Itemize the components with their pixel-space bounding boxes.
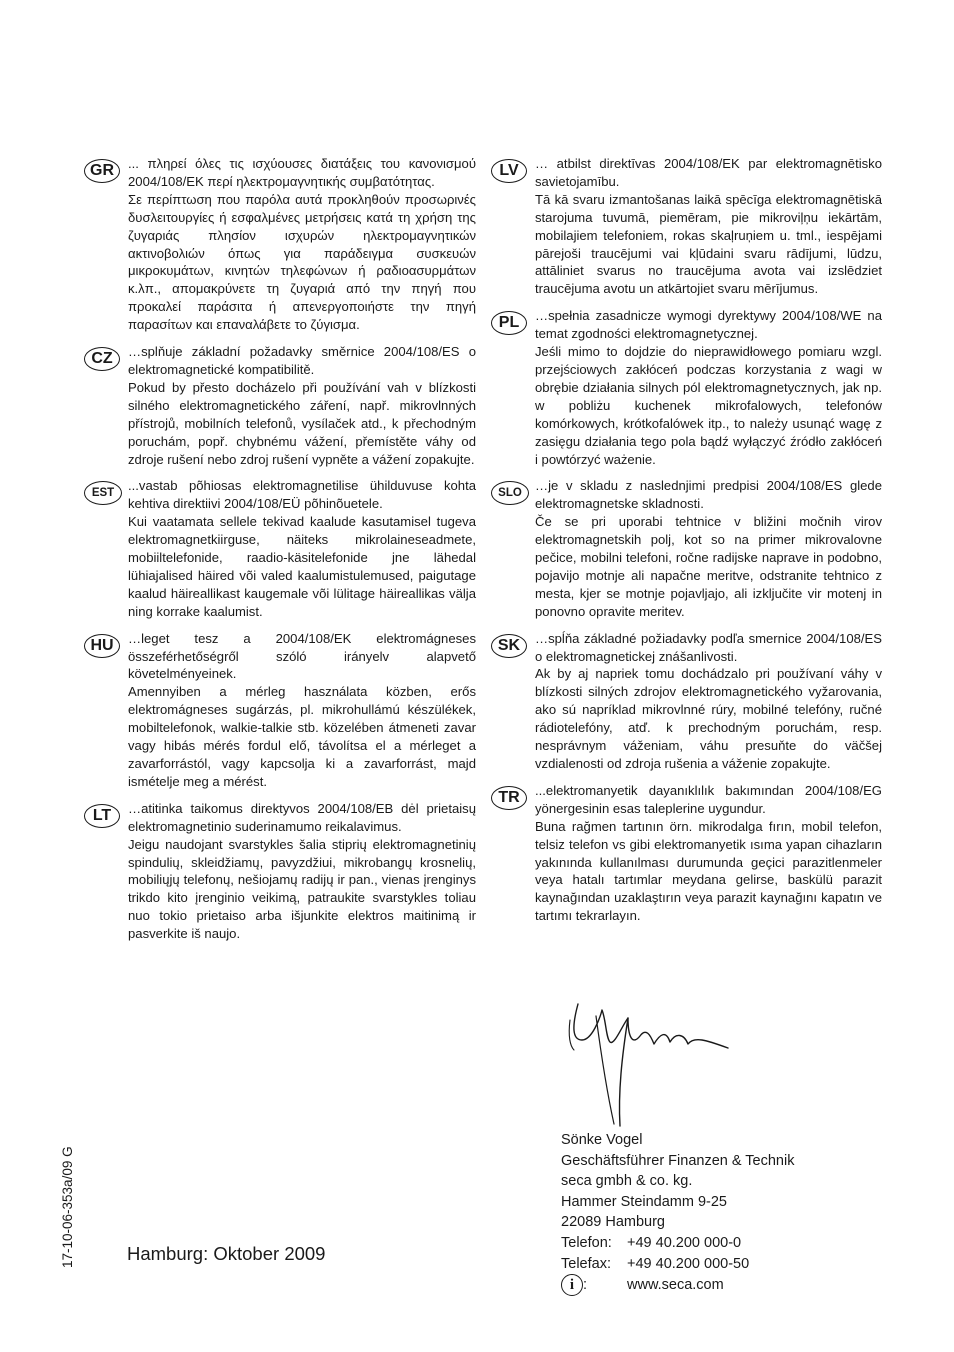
fax-label: Telefax: xyxy=(561,1255,611,1272)
country-badge-tr: TR xyxy=(491,786,527,810)
conformity-statement: …spełnia zasadnicze wymogi dyrektywy 2004/108/WE na temat zgodności elektromagnetycznej. xyxy=(535,308,882,342)
company-name: seca gmbh & co. kg. xyxy=(561,1173,693,1190)
interference-notice: Ak by aj napriek tomu dochádzalo pri používaní váhy v blízkosti silných zdrojov elektromagnetického vyžarovania, ako sú napríklad mikrovlnné rúry, mobilné telefóny, ručné rádiotelefóny, atď. k prechodným poruchám, resp. nesprávnym váženiam, váhu presuňte do väčšej vzdialenosti od zdroja rušenia a váženie zopakujte. xyxy=(535,666,882,771)
conformity-statement: …spĺňa základné požiadavky podľa smernice 2004/108/ES o elektromagnetickej znášanlivosti. xyxy=(535,630,882,664)
interference-notice: Tā kā svaru izmantošanas laikā spēcīga elektromagnētiskā starojuma tuvumā, piemēram, pie mikroviļņu iekārtām, mobilajiem telefoniem, rokas skaļruņiem u. tml., iespējami pārejoši traucējumi vai kļūdaini svaru rādījumi, lūdzu, attāliniet svarus no traucējuma avota vai izslēdziet traucējuma avotu un atkārtojiet svaru mērījumus. xyxy=(535,191,882,297)
conformity-statement: …splňuje základní požadavky směrnice 2004/108/ES o elektromagnetické kompatibilitě. xyxy=(128,344,476,377)
country-badge-est: EST xyxy=(84,481,122,505)
street-address: Hammer Steindamm 9-25 xyxy=(561,1193,727,1210)
document-number: 17-10-06-353a/09 G xyxy=(60,1146,75,1268)
phone-row xyxy=(561,1233,794,1254)
phone-number: +49 40.200 000-0 xyxy=(627,1234,742,1251)
web-label xyxy=(561,1274,627,1296)
conformity-statement: …je v skladu z naslednjimi predpisi 2004/108/ES glede elektromagnetske skladnosti. xyxy=(535,478,882,512)
country-badge-lt: LT xyxy=(84,804,120,828)
signer-address-block xyxy=(561,1130,794,1296)
info-icon: i xyxy=(561,1274,583,1296)
declaration-section-hu xyxy=(84,630,476,791)
interference-notice: Buna rağmen tartının örn. mikrodalga fırın, mobil telefon, telsiz telefon vs gibi elektromanyetik ısıma yapan cihazların yakınında kullanılması durumunda geçici parazitlenmeler veya hatalı tartımlar meydana gelirse, baskülü parazit kaynağından uzaklaştırın veya parazit kaynağını kapatın ve tartımı tekrarlayın. xyxy=(535,818,882,924)
interference-notice: Kui vaatamata sellele tekivad kaalude kasutamisel tugeva elektromagnetkiirguse, näiteks mikrolaineseadmete, mobiiltelefonide, raadio-käsitelefonide jne lähedal lühiajalised häired või valed kaalumistulemused, paigutage kaalud häireallikast kaugemale või lülitage häireallikas välja ning korrake kaalumist. xyxy=(128,514,476,619)
declaration-section-lt xyxy=(84,800,476,943)
left-column xyxy=(84,155,476,952)
country-badge-sk: SK xyxy=(491,634,527,658)
fax-number: +49 40.200 000-50 xyxy=(627,1255,750,1272)
interference-notice: Če se pri uporabi tehtnice v bližini močnih virov elektromagnetskih polj, kot so na primer mikrovalovne pečice, mobilni telefoni, ročne radijske naprave in podobno, pojavijo motnje ali napačne meritve, odstranite tehtnico z mesta, kjer se motnje pojavljajo, ali izključite vir motenj in ponovno opravite meritev. xyxy=(535,514,882,619)
country-badge-cz: CZ xyxy=(84,347,120,371)
declaration-section-tr xyxy=(491,782,882,925)
conformity-statement: … atbilst direktīvas 2004/108/EK par elektromagnētisko savietojamību. xyxy=(535,156,882,189)
signature xyxy=(566,996,730,1128)
phone-label: Telefon: xyxy=(561,1234,612,1251)
country-badge-hu: HU xyxy=(84,634,120,658)
declaration-section-slo xyxy=(491,477,882,620)
conformity-statement: …atitinka taikomus direktyvos 2004/108/EB dėl prietaisų elektromagnetinio suderinamumo reikalavimus. xyxy=(128,800,476,834)
declaration-section-lv xyxy=(491,155,882,298)
declaration-section-est xyxy=(84,477,476,620)
web-row xyxy=(561,1274,794,1296)
signer-name: Sönke Vogel xyxy=(561,1132,643,1148)
conformity-statement: ...vastab põhiosas elektromagnetilise ühilduvuse kohta kehtiva direktiivi 2004/108/EÜ põhinõuetele. xyxy=(128,478,476,512)
website-link[interactable]: www.seca.com xyxy=(627,1276,724,1293)
declaration-section-sk xyxy=(491,630,882,773)
interference-notice: Amennyiben a mérleg használata közben, erős elektromágneses sugárzás, pl. mikrohullámú készülékek, mobiltelefonok, walkie-talkie stb. közelében átmeneti zavar vagy hibás mérés fordul elő, távolítsa el a mérleget a zavarforrástól, vagy kapcsolja ki a zavarforrást, majd ismételje meg a mérést. xyxy=(128,684,476,789)
interference-notice: Pokud by přesto docházelo při používání vah v blízkosti silného elektromagnetického záření, např. mikrovlnných přístrojů, mobilních telefonů, vysílaček atd., k přechodným poruchám, popř. chybnému vážení, přemístěte váhy od zdroje rušení nebo zdroj rušení vypněte a vážení zopakujte. xyxy=(128,379,476,467)
conformity-statement: …leget tesz a 2004/108/EK elektromágneses összeférhetőségről szóló irányelv alapvető követelményeinek. xyxy=(128,630,476,682)
country-badge-gr: GR xyxy=(84,159,120,183)
country-badge-pl: PL xyxy=(491,311,527,335)
interference-notice: Jeigu naudojant svarstykles šalia stiprių elektromagnetinių spindulių, skleidžiamų, pavyzdžiui, mikrobangų krosnelių, mobiliųjų telefonų, nešiojamų radijų ir pan., vienas įrenginys trikdo kito įrenginio veikimą, patraukite svarstykles toliau nuo tokio prietaiso arba išjunkite elektros maitinimą ir pasverkite iš naujo. xyxy=(128,836,476,942)
city-address: 22089 Hamburg xyxy=(561,1214,665,1231)
interference-notice: Σε περίπτωση που παρόλα αυτά προκληθούν προσωρινές δυσλειτουργίες ή εσφαλμένες μετρήσεις κατά τη χρήση της ζυγαριάς πλησίον ισχυρών ηλεκτρομαγνητικών ακτινοβολιών όπως για παράδειγμα συσκευών μικροκυμάτων, κινητών τηλεφώνων ή ραδιοασυρμάτων κ.λπ., απομακρύνετε τη ζυγαριά από την πηγή που προκαλεί παράσιτα ή απενεργοποιήστε την πηγή παρασίτων και επαναλάβετε το ζύγισμα. xyxy=(128,191,476,333)
declaration-section-pl xyxy=(491,307,882,468)
declaration-section-cz xyxy=(84,343,476,468)
country-badge-lv: LV xyxy=(491,159,527,183)
declaration-section-gr xyxy=(84,155,476,334)
web-separator: : xyxy=(583,1276,588,1293)
country-badge-slo: SLO xyxy=(491,481,529,505)
fax-row xyxy=(561,1254,794,1275)
place-date: Hamburg: Oktober 2009 xyxy=(127,1243,326,1264)
signer-title: Geschäftsführer Finanzen & Technik xyxy=(561,1152,795,1169)
conformity-statement: ... πληρεί όλες τις ισχύουσες διατάξεις του κανονισμού 2004/108/ΕΚ περί ηλεκτρομαγνητικής συμβατότητας. xyxy=(128,156,476,189)
conformity-statement: ...elektromanyetik dayanıklılık bakımından 2004/108/EG yönergesinin esas taleplerine uygundur. xyxy=(535,782,882,816)
interference-notice: Jeśli mimo to dojdzie do nieprawidłowego pomiaru wzgl. przejściowych zakłóceń podczas korzystania z wagi w obrębie działania silnych pól elektromagnetycznych, jak np. w pobliżu kuchenek mikrofalowych, telefonów komórkowych, krótkofalówek itp., to należy usunąć wagę z zasięgu działania tego pola bądź wyłączyć źródło zakłóceń i powtórzyć ważenie. xyxy=(535,344,882,467)
right-column xyxy=(491,155,882,934)
